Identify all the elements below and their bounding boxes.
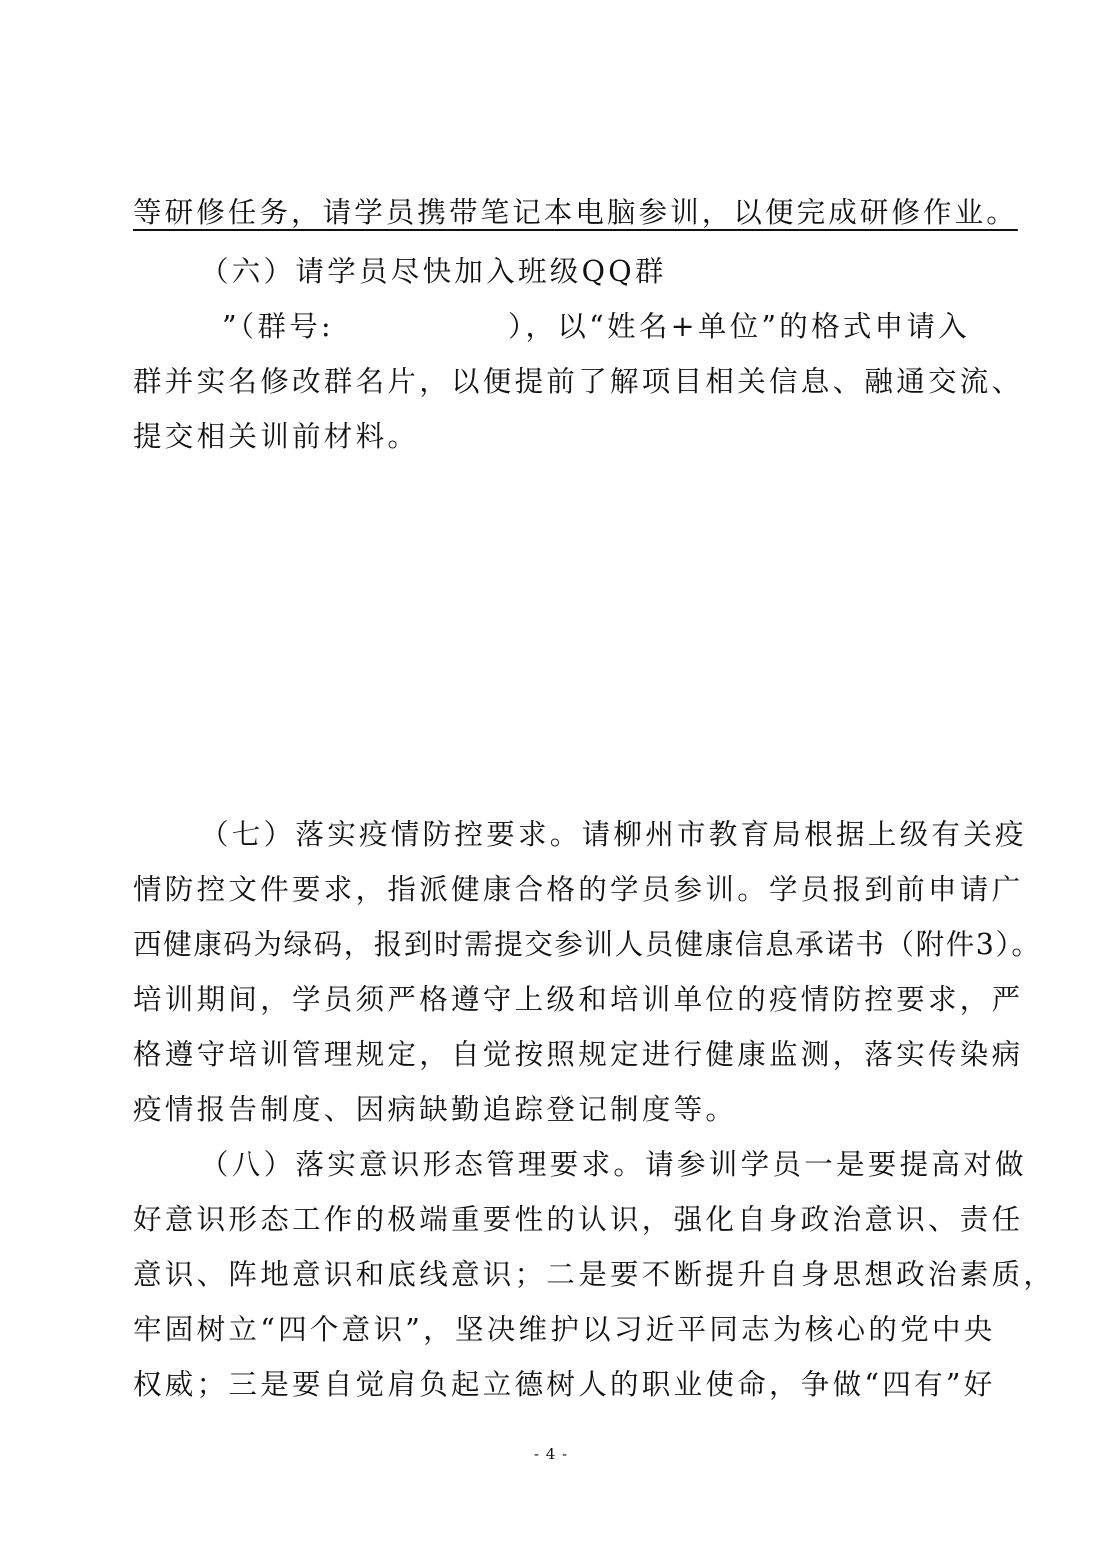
- paragraph-line: （六）请学员尽快加入班级QQ群: [200, 255, 667, 288]
- paragraph-line: ”（群号:: [222, 310, 334, 343]
- paragraph-line: 等研修任务，请学员携带笔记本电脑参训，以便完成研修作业。: [133, 196, 1018, 229]
- paragraph-line: 意识、阵地意识和底线意识；二是要不断提升自身思想政治素质，: [133, 1258, 1056, 1291]
- paragraph-line: 好意识形态工作的极端重要性的认识，强化自身政治意识、责任: [133, 1203, 1024, 1236]
- paragraph-line: 提交相关训前材料。: [133, 420, 420, 453]
- paragraph-line: 西健康码为绿码，报到时需提交参训人员健康信息承诺书（附件3）。: [133, 928, 1042, 961]
- paragraph-line: 格遵守培训管理规定，自觉按照规定进行健康监测，落实传染病: [133, 1038, 1024, 1071]
- paragraph-line: 疫情报告制度、因病缺勤追踪登记制度等。: [133, 1093, 738, 1126]
- paragraph-line: 牢固树立“四个意识”，坚决维护以习近平同志为核心的党中央: [133, 1313, 996, 1346]
- paragraph-line: 培训期间，学员须严格遵守上级和培训单位的疫情防控要求，严: [133, 983, 1024, 1016]
- paragraph-line: 群并实名修改群名片，以便提前了解项目相关信息、融通交流、: [133, 365, 1024, 398]
- paragraph-line: （七）落实疫情防控要求。请柳州市教育局根据上级有关疫: [200, 818, 1027, 851]
- paragraph-line: 权威；三是要自觉肩负起立德树人的职业使命，争做“四有”好: [133, 1368, 996, 1401]
- paragraph-line: （八）落实意识形态管理要求。请参训学员一是要提高对做: [200, 1148, 1027, 1181]
- paragraph-line: ），以“姓名+单位”的格式申请入: [508, 310, 971, 343]
- paragraph-line: 情防控文件要求，指派健康合格的学员参训。学员报到前申请广: [133, 873, 1024, 906]
- page-number: - 4 -: [533, 1445, 569, 1463]
